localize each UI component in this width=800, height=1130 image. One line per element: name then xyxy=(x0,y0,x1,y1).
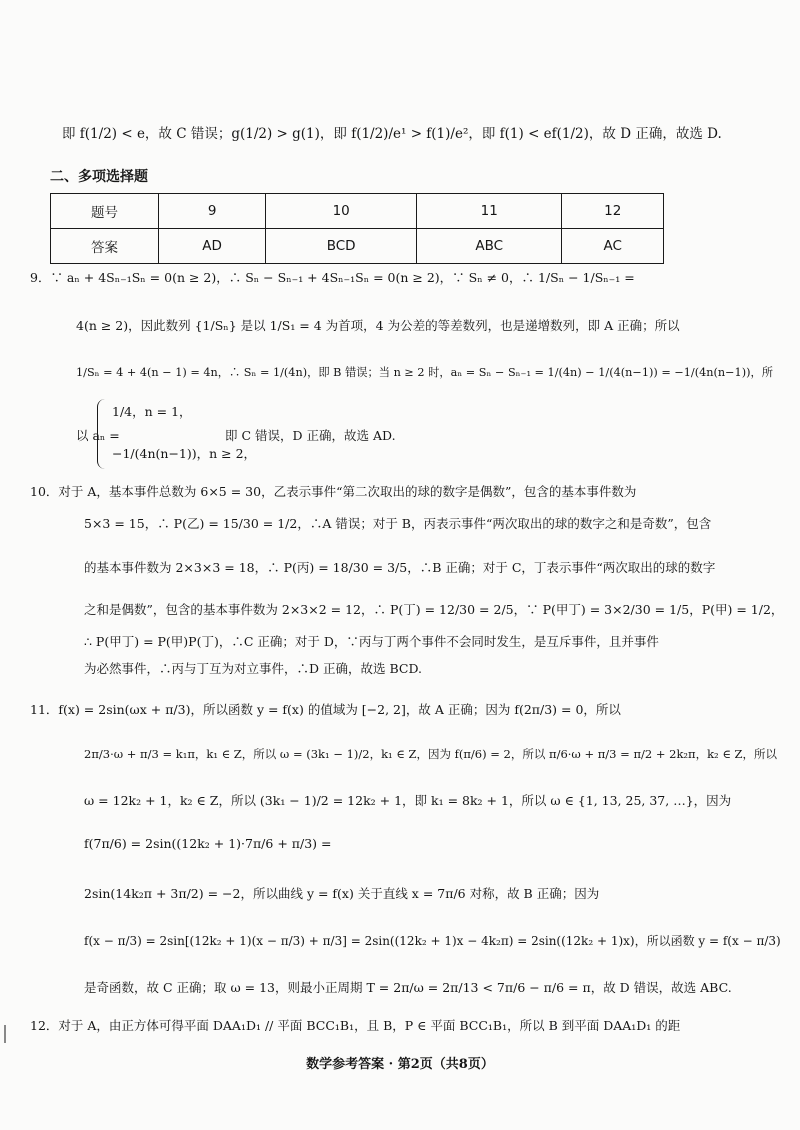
text-line: 即 f(1/2) < e，故 C 错误；g(1/2) > g(1)，即 f(1/2)/e¹ > f(1)/e²，即 f(1) < ef(1/2)，故 D 正确，故选 D. xyxy=(62,126,722,142)
q9-line: 以 aₙ = xyxy=(76,428,120,443)
q10-line: 的基本事件数为 2×3×3 = 18，∴ P(丙) = 18/30 = 3/5，∴B 正确；对于 C，丁表示事件“两次取出的球的数字 xyxy=(84,560,716,575)
q9-line: 1/Sₙ = 4 + 4(n − 1) = 4n，∴ Sₙ = 1/(4n)，即 B 错误；当 n ≥ 2 时，aₙ = Sₙ − Sₙ₋₁ = 1/(4n) − 1/(4(n−1)) = −1/(4n(n−1))，所 xyxy=(76,366,773,379)
answer-table xyxy=(50,193,664,264)
question-number-cell: 11 xyxy=(417,194,562,229)
table-row xyxy=(51,229,664,264)
q10-line: 为必然事件，∴丙与丁互为对立事件，∴D 正确，故选 BCD. xyxy=(84,661,423,676)
q11-line: 11．f(x) = 2sin(ωx + π/3)，所以函数 y = f(x) 的值域为 [−2, 2]，故 A 正确；因为 f(2π/3) = 0，所以 xyxy=(30,702,621,717)
answer-cell: AD xyxy=(159,229,266,264)
question-number-cell: 9 xyxy=(159,194,266,229)
q10-line: 5×3 = 15，∴ P(乙) = 15/30 = 1/2，∴A 错误；对于 B，丙表示事件“两次取出的球的数字之和是奇数”，包含 xyxy=(84,516,712,531)
q9-line: 4(n ≥ 2)，因此数列 {1/Sₙ} 是以 1/S₁ = 4 为首项，4 为公差的等差数列，也是递增数列，即 A 正确；所以 xyxy=(76,318,680,333)
question-number-cell: 10 xyxy=(266,194,417,229)
answer-cell: BCD xyxy=(266,229,417,264)
q10-line: 10．对于 A，基本事件总数为 6×5 = 30，乙表示事件“第二次取出的球的数字是偶数”，包含的基本事件数为 xyxy=(30,484,637,499)
answer-cell: ABC xyxy=(417,229,562,264)
q11-line: 是奇函数，故 C 正确；取 ω = 13，则最小正周期 T = 2π/ω = 2π/13 < 7π/6 − π/6 = π，故 D 错误，故选 ABC. xyxy=(84,980,732,995)
q10-line: 之和是偶数”，包含的基本事件数为 2×3×2 = 12，∴ P(丁) = 12/30 = 2/5，∵ P(甲丁) = 3×2/30 = 1/5，P(甲) = 1/2， xyxy=(84,602,784,617)
q10-line: ∴ P(甲丁) = P(甲)P(丁)，∴C 正确；对于 D，∵丙与丁两个事件不会同时发生，是互斥事件，且并事件 xyxy=(84,634,659,649)
table-header-cell: 题号 xyxy=(51,194,159,229)
page-footer: 数学参考答案 · 第2页（共8页） xyxy=(306,1057,494,1072)
q9-line: 9．∵ aₙ + 4Sₙ₋₁Sₙ = 0(n ≥ 2)，∴ Sₙ − Sₙ₋₁ + 4Sₙ₋₁Sₙ = 0(n ≥ 2)，∵ Sₙ ≠ 0，∴ 1/Sₙ − 1/Sₙ₋₁ = xyxy=(30,270,635,285)
q11-line: f(x − π/3) = 2sin[(12k₂ + 1)(x − π/3) + π/3] = 2sin((12k₂ + 1)x − 4k₂π) = 2sin((12k₂ + 1)x)，所以函数 y = f(x − π/3) xyxy=(84,934,781,948)
q11-line: 2sin(14k₂π + 3π/2) = −2，所以曲线 y = f(x) 关于直线 x = 7π/6 对称，故 B 正确；因为 xyxy=(84,886,600,901)
q12-line: 12．对于 A，由正方体可得平面 DAA₁D₁ // 平面 BCC₁B₁，且 B，P ∈ 平面 BCC₁B₁，所以 B 到平面 DAA₁D₁ 的距 xyxy=(30,1018,681,1033)
question-number-cell: 12 xyxy=(562,194,664,229)
q11-line: f(7π/6) = 2sin((12k₂ + 1)·7π/6 + π/3) = xyxy=(84,836,332,851)
answer-cell: AC xyxy=(562,229,664,264)
q11-line: ω = 12k₂ + 1，k₂ ∈ Z，所以 (3k₁ − 1)/2 = 12k₂ + 1，即 k₁ = 8k₂ + 1，所以 ω ∈ {1, 13, 25, 37, …}，因为 xyxy=(84,793,732,808)
piecewise-brace xyxy=(97,399,108,469)
piecewise-case: 1/4，n = 1， xyxy=(112,404,192,419)
q11-line: 2π/3·ω + π/3 = k₁π，k₁ ∈ Z，所以 ω = (3k₁ − 1)/2，k₁ ∈ Z，因为 f(π/6) = 2，所以 π/6·ω + π/3 = π/2 + 2k₂π，k₂ ∈ Z，所以 xyxy=(84,747,777,761)
piecewise-case: −1/(4n(n−1))，n ≥ 2， xyxy=(112,446,257,461)
table-header-cell: 答案 xyxy=(51,229,159,264)
scan-edge-mark xyxy=(4,1025,6,1043)
q9-line: 即 C 错误，D 正确，故选 AD. xyxy=(225,428,396,443)
section-heading: 二、多项选择题 xyxy=(50,169,148,185)
table-row xyxy=(51,194,664,229)
